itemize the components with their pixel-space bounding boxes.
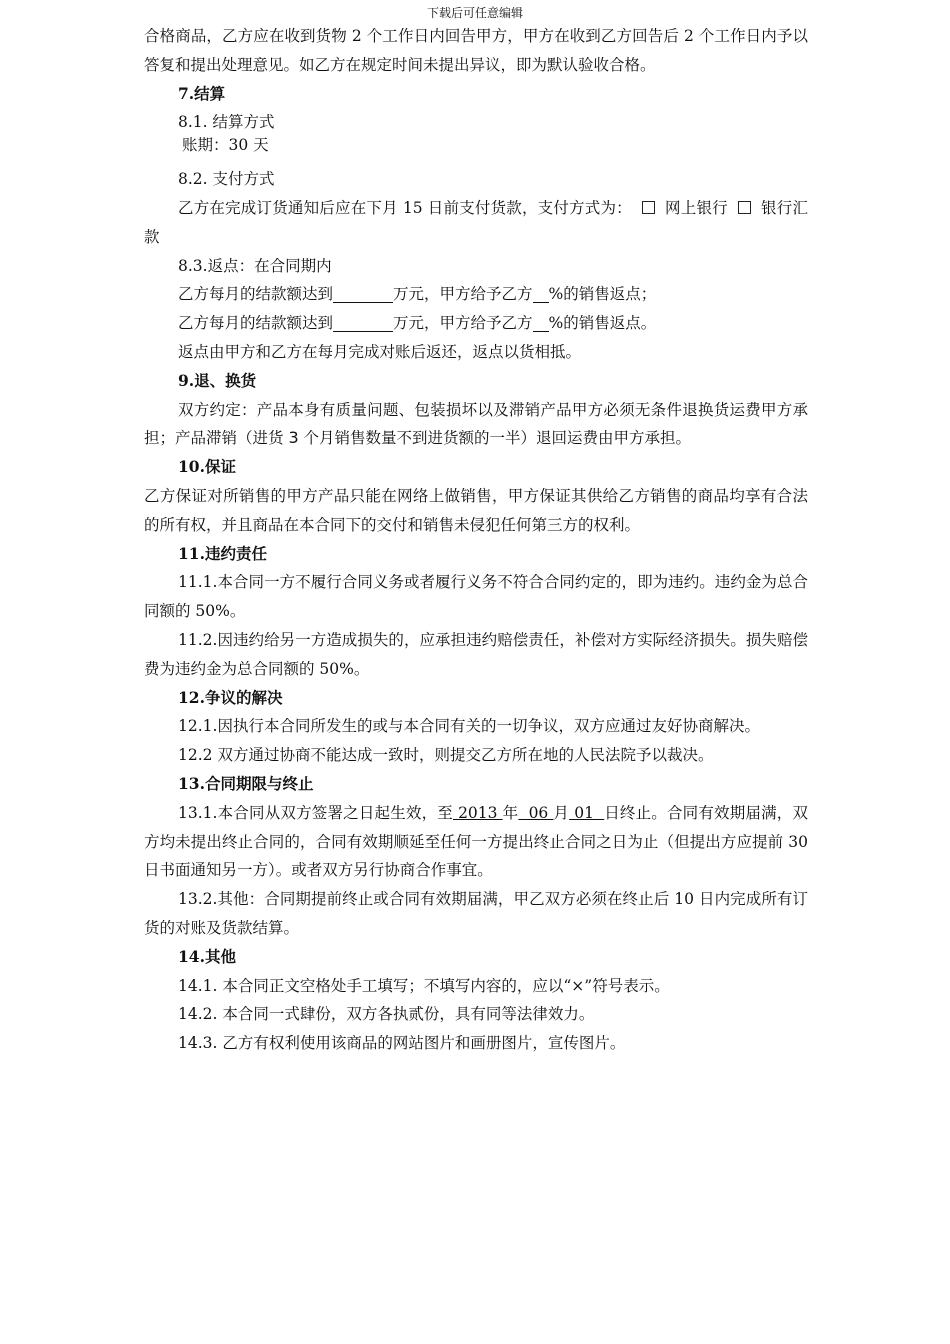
section-14-2-paragraph: 14.2. 本合同一式肆份，双方各执贰份，具有同等法律效力。 xyxy=(178,1005,595,1024)
section-7-heading: 7.结算 xyxy=(178,83,226,103)
section-10-paragraph: 乙方保证对所销售的甲方产品只能在网络上做销售，甲方保证其供给乙方销售的商品均享有合法的所有权，并且商品在本合同下的交付和销售未侵犯任何第三方的权利。 xyxy=(144,486,808,534)
section-9-text-b: 个月销售数量不到进货额的一半）退回运费由甲方承担。 xyxy=(298,429,692,448)
end-month-field[interactable]: 06 xyxy=(518,803,554,822)
payment-text: 乙方在完成订货通知后应在下月 15 日前支付货款，支付方式为： xyxy=(178,198,632,217)
rebate-2-amount-blank[interactable] xyxy=(333,313,393,332)
rebate-line-1 xyxy=(144,280,808,309)
section-8-2-heading: 8.2. 支付方式 xyxy=(178,170,275,189)
rebate-2-text-a: 乙方每月的结款额达到 xyxy=(178,314,334,333)
bank-remittance-checkbox[interactable] xyxy=(738,201,751,214)
section-9-heading: 9.退、换货 xyxy=(178,370,257,390)
end-day-field[interactable]: 01 xyxy=(569,803,605,822)
section-11-heading: 11.违约责任 xyxy=(178,543,267,563)
section-13-1-paragraph xyxy=(144,799,808,885)
section-12-heading: 12.争议的解决 xyxy=(178,687,283,707)
section-13-1-text-d: 日终止。合同有效期届满，双方均未提出终止合同的，合同有效期顺延至任何一方提出终止合同之日为止（但提出方应提前 30 日书面通知另一方）。或者双方另行协商合作事宜。 xyxy=(144,803,808,880)
section-13-heading: 13.合同期限与终止 xyxy=(178,773,314,793)
section-10-heading: 10.保证 xyxy=(178,457,236,477)
account-period: 账期：30 天 xyxy=(182,136,269,155)
rebate-line-2 xyxy=(144,309,808,338)
rebate-1-amount-blank[interactable] xyxy=(333,284,393,303)
document-body xyxy=(144,22,808,1058)
rebate-2-percent-blank[interactable] xyxy=(533,313,549,332)
intro-paragraph: 合格商品，乙方应在收到货物 2 个工作日内回告甲方，甲方在收到乙方回告后 2 个工作日内予以答复和提出处理意见。如乙方在规定时间未提出异议，即为默认验收合格。 xyxy=(144,27,808,74)
section-12-1-paragraph: 12.1.因执行本合同所发生的或与本合同有关的一切争议，双方应通过友好协商解决。 xyxy=(178,717,760,736)
year-label: 年 xyxy=(502,803,519,822)
section-8-1-heading: 8.1. 结算方式 xyxy=(178,113,275,132)
section-11-1-paragraph: 11.1.本合同一方不履行合同义务或者履行义务不符合合同约定的，即为违约。违约金为总合同额的 50%。 xyxy=(144,573,808,621)
section-9-month-count: 3 xyxy=(288,428,299,448)
section-14-1-paragraph: 14.1. 本合同正文空格处手工填写；不填写内容的，应以“×”符号表示。 xyxy=(178,976,670,995)
payment-method-paragraph xyxy=(144,194,808,252)
page-header: 下载后可任意编辑 xyxy=(426,6,523,20)
rebate-1-text-b: 万元，甲方给予乙方 xyxy=(393,285,533,304)
online-bank-label: 网上银行 xyxy=(664,198,728,217)
section-13-1-text-a: 13.1.本合同从双方签署之日起生效，至 xyxy=(178,803,453,822)
rebate-note: 返点由甲方和乙方在每月完成对账后返还，返点以货相抵。 xyxy=(178,342,582,361)
section-14-heading: 14.其他 xyxy=(178,946,236,966)
section-12-2-paragraph: 12.2 双方通过协商不能达成一致时，则提交乙方所在地的人民法院予以裁决。 xyxy=(178,746,714,765)
section-9-paragraph xyxy=(144,396,808,454)
rebate-2-text-b: 万元，甲方给予乙方 xyxy=(393,314,533,333)
section-8-3-heading: 8.3.返点：在合同期内 xyxy=(178,256,332,275)
section-9-text-a: 双方约定：产品本身有质量问题、包装损坏以及滞销产品甲方必须无条件退换货运费甲方承担；产品滞销（进货 xyxy=(144,400,808,448)
section-13-2-paragraph: 13.2.其他：合同期提前终止或合同有效期届满，甲乙双方必须在终止后 10 日内完成所有订货的对账及货款结算。 xyxy=(144,890,808,937)
rebate-2-text-c: %的销售返点。 xyxy=(548,314,657,333)
rebate-1-percent-blank[interactable] xyxy=(533,284,549,303)
rebate-1-text-c: %的销售返点； xyxy=(548,285,657,304)
bank-remittance-label: 银行汇款 xyxy=(144,198,808,246)
rebate-1-text-a: 乙方每月的结款额达到 xyxy=(178,285,334,304)
section-11-2-paragraph: 11.2.因违约给另一方造成损失的，应承担违约赔偿责任，补偿对方实际经济损失。损失赔偿费为违约金为总合同额的 50%。 xyxy=(144,630,808,678)
online-bank-checkbox[interactable] xyxy=(642,201,655,214)
month-label: 月 xyxy=(553,803,570,822)
section-14-3-paragraph: 14.3. 乙方有权利使用该商品的网站图片和画册图片，宣传图片。 xyxy=(178,1034,626,1053)
end-year-field[interactable]: 2013 xyxy=(452,803,503,822)
